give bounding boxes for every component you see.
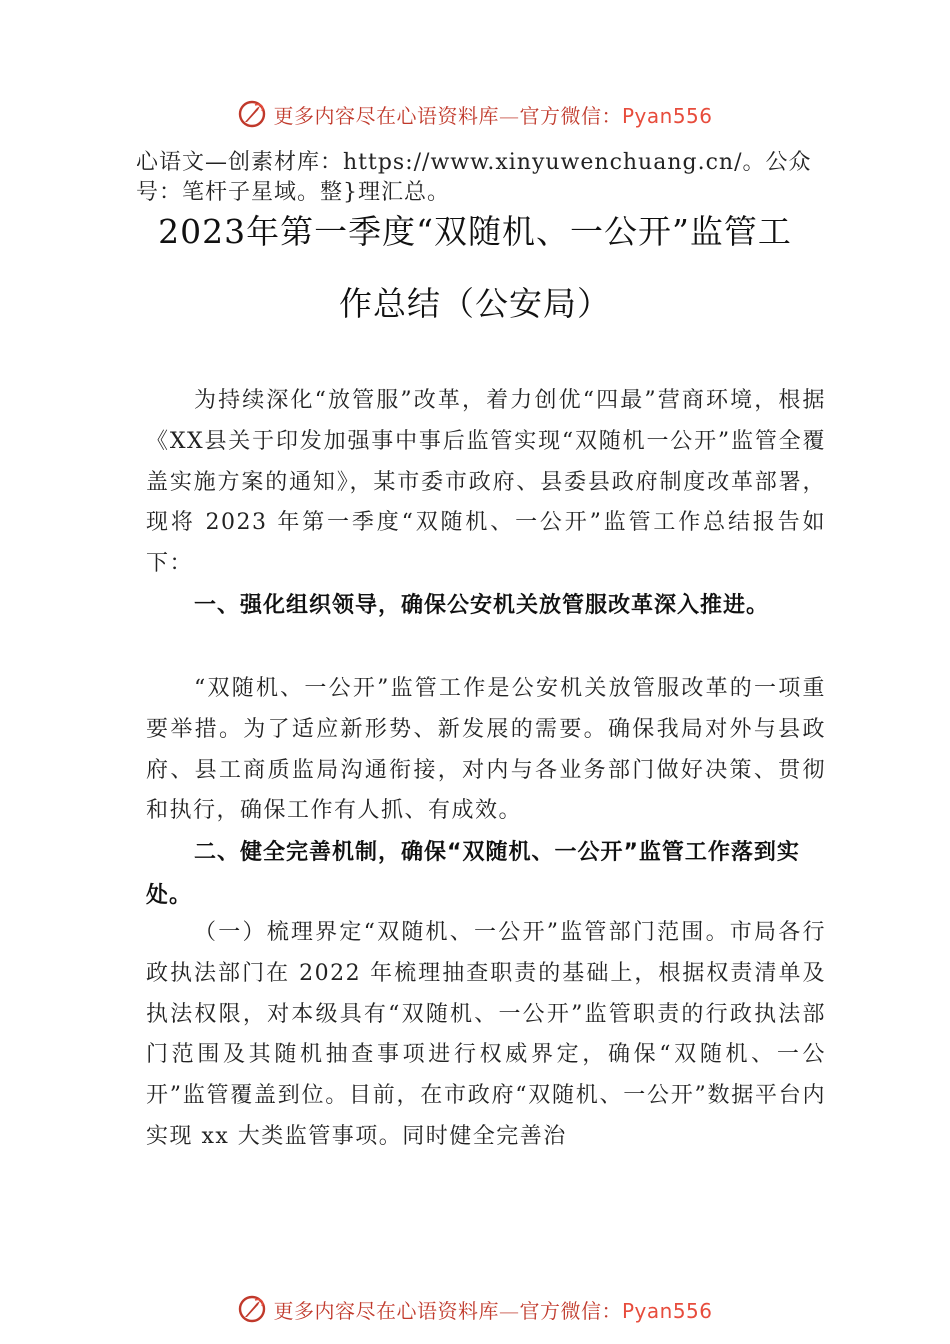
watermark-wechat-id: Pyan556 — [621, 103, 713, 128]
section-heading-1: 一、强化组织领导，确保公安机关放管服改革深入推进。 — [194, 593, 770, 618]
watermark-text — [273, 100, 712, 129]
section-1-paragraph: “双随机、一公开”监管工作是公安机关放管服改革的一项重要举措。为了适应新形势、新发展的需要。确保我局对外与县政府、县工商质监局沟通衔接，对内与各业务部门做好决策、贯彻和执行，确保工作有人抓、有成效。 — [146, 676, 826, 824]
document-title-line-1: 2023年第一季度“双随机、一公开”监管工 — [158, 212, 792, 251]
watermark-wechat-label: 官方微信： — [519, 1298, 622, 1323]
watermark-wechat-label: 官方微信： — [519, 103, 622, 128]
header-watermark — [0, 94, 950, 134]
watermark-wechat-id: Pyan556 — [621, 1298, 713, 1323]
watermark-prefix: 更多内容尽在心语资料库 — [273, 103, 499, 128]
quill-pen-circle-icon — [237, 1294, 267, 1324]
section-2-paragraph: （一）梳理界定“双随机、一公开”监管部门范围。市局各行政执法部门在 2022 年梳理抽查职责的基础上，根据权责清单及执法权限，对本级具有“双随机、一公开”监管职责的行政执法部门范围及其随机抽查事项进行权威界定，确保“双随机、一公开”监管覆盖到位。目前，在市政府“双随机、一公开”数据平台内实现 xx 大类监管事项。同时健全完善治 — [146, 920, 826, 1149]
source-line: 心语文—创素材库：https://www.xinyuwenchuang.cn/。公众号：笔杆子星域。整}理汇总。 — [136, 150, 812, 205]
section-heading-2: 二、健全完善机制，确保“双随机、一公开”监管工作落到实处。 — [146, 840, 800, 908]
intro-paragraph: 为持续深化“放管服”改革，着力创优“四最”营商环境，根据《XX县关于印发加强事中事后监管实现“双随机一公开”监管全覆盖实施方案的通知》，某市委市政府、县委县政府制度改革部署，现将 2023 年第一季度“双随机、一公开”监管工作总结报告如下： — [146, 388, 826, 577]
watermark-dash: — — [498, 103, 520, 128]
watermark-prefix: 更多内容尽在心语资料库 — [273, 1298, 499, 1323]
watermark-dash: — — [498, 1298, 520, 1323]
watermark-text — [273, 1295, 712, 1324]
footer-watermark — [0, 1289, 950, 1329]
quill-pen-circle-icon — [237, 99, 267, 129]
document-title-line-2: 作总结（公安局） — [339, 284, 611, 323]
